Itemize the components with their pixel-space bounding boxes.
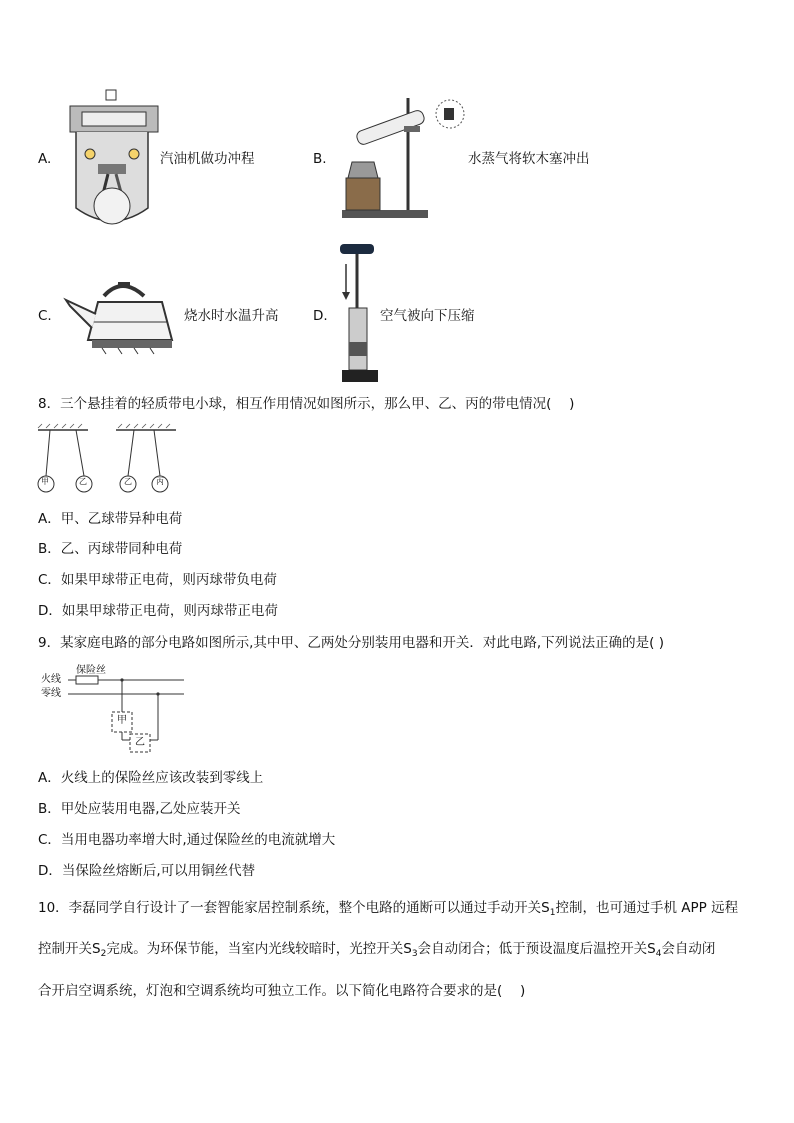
q10-line-1-a: 10．李磊同学自行设计了一套智能家居控制系统，整个电路的通断可以通过手动开关S — [38, 900, 550, 916]
q8-option-b: B．乙、丙球带同种电荷 — [38, 541, 183, 557]
position-yi-label: 乙 — [135, 737, 145, 748]
option-c-letter: C. — [38, 308, 52, 324]
q9-option-a: A．火线上的保险丝应该改装到零线上 — [38, 770, 264, 786]
q9-stem: 9．某家庭电路的部分电路如图所示,其中甲、乙两处分别装用电器和开关．对此电路,下列说法正确的是( ) — [38, 635, 664, 651]
q10-line-3: 合开启空调系统，灯泡和空调系统均可独立工作。以下简化电路符合要求的是( ) — [38, 983, 526, 999]
q9-option-d: D．当保险丝熔断后,可以用铜丝代替 — [38, 863, 256, 879]
q10-s2-sub: 2 — [100, 949, 107, 959]
option-a-letter: A. — [38, 151, 52, 167]
q10-line-2-a: 控制开关S — [38, 941, 101, 957]
q8-stem: 8．三个悬挂着的轻质带电小球，相互作用情况如图所示，那么甲、乙、丙的带电情况( ) — [38, 396, 575, 412]
position-jia-label: 甲 — [117, 715, 127, 726]
q8-option-c: C．如果甲球带正电荷，则丙球带负电荷 — [38, 572, 277, 588]
q10-s1-sub: 1 — [549, 908, 556, 918]
ball-label-yi-right: 乙 — [124, 477, 132, 486]
option-b-letter: B. — [313, 151, 327, 167]
kettle-figure — [62, 278, 182, 356]
q10-line-2 — [38, 940, 715, 963]
q9-option-c: C．当用电器功率增大时,通过保险丝的电流就增大 — [38, 832, 336, 848]
q10-line-1 — [38, 899, 738, 922]
q8-option-d: D．如果甲球带正电荷，则丙球带正电荷 — [38, 603, 278, 619]
gasoline-engine-figure — [62, 88, 162, 234]
q10-s3-sub: 3 — [411, 949, 418, 959]
q10-line-2-b: 完成。为环保节能，当室内光线较暗时，光控开关S — [106, 941, 412, 957]
option-a-text: 汽油机做功冲程 — [160, 151, 255, 167]
neutral-wire-label: 零线 — [41, 688, 61, 699]
q10-line-2-c: 会自动闭合；低于预设温度后温控开关S — [417, 941, 656, 957]
ball-label-yi-left: 乙 — [79, 477, 87, 486]
q10-line-1-b: 控制，也可通过手机 APP 远程 — [555, 900, 739, 916]
live-wire-label: 火线 — [41, 674, 61, 685]
option-c-text: 烧水时水温升高 — [184, 308, 279, 324]
option-d-text: 空气被向下压缩 — [380, 308, 475, 324]
air-compression-figure — [338, 242, 382, 384]
test-tube-cork-figure — [338, 92, 468, 222]
fuse-label: 保险丝 — [76, 665, 106, 676]
q8-option-a: A．甲、乙球带异种电荷 — [38, 511, 183, 527]
ball-label-bing: 丙 — [156, 477, 164, 486]
q10-line-2-d: 会自动闭 — [661, 941, 716, 957]
q10-s4-sub: 4 — [655, 949, 662, 959]
q9-option-b: B．甲处应装用电器,乙处应装开关 — [38, 801, 241, 817]
household-circuit-figure — [40, 666, 190, 758]
option-d-letter: D. — [313, 308, 328, 324]
ball-label-jia: 甲 — [41, 477, 49, 486]
option-b-text: 水蒸气将软木塞冲出 — [468, 151, 590, 167]
